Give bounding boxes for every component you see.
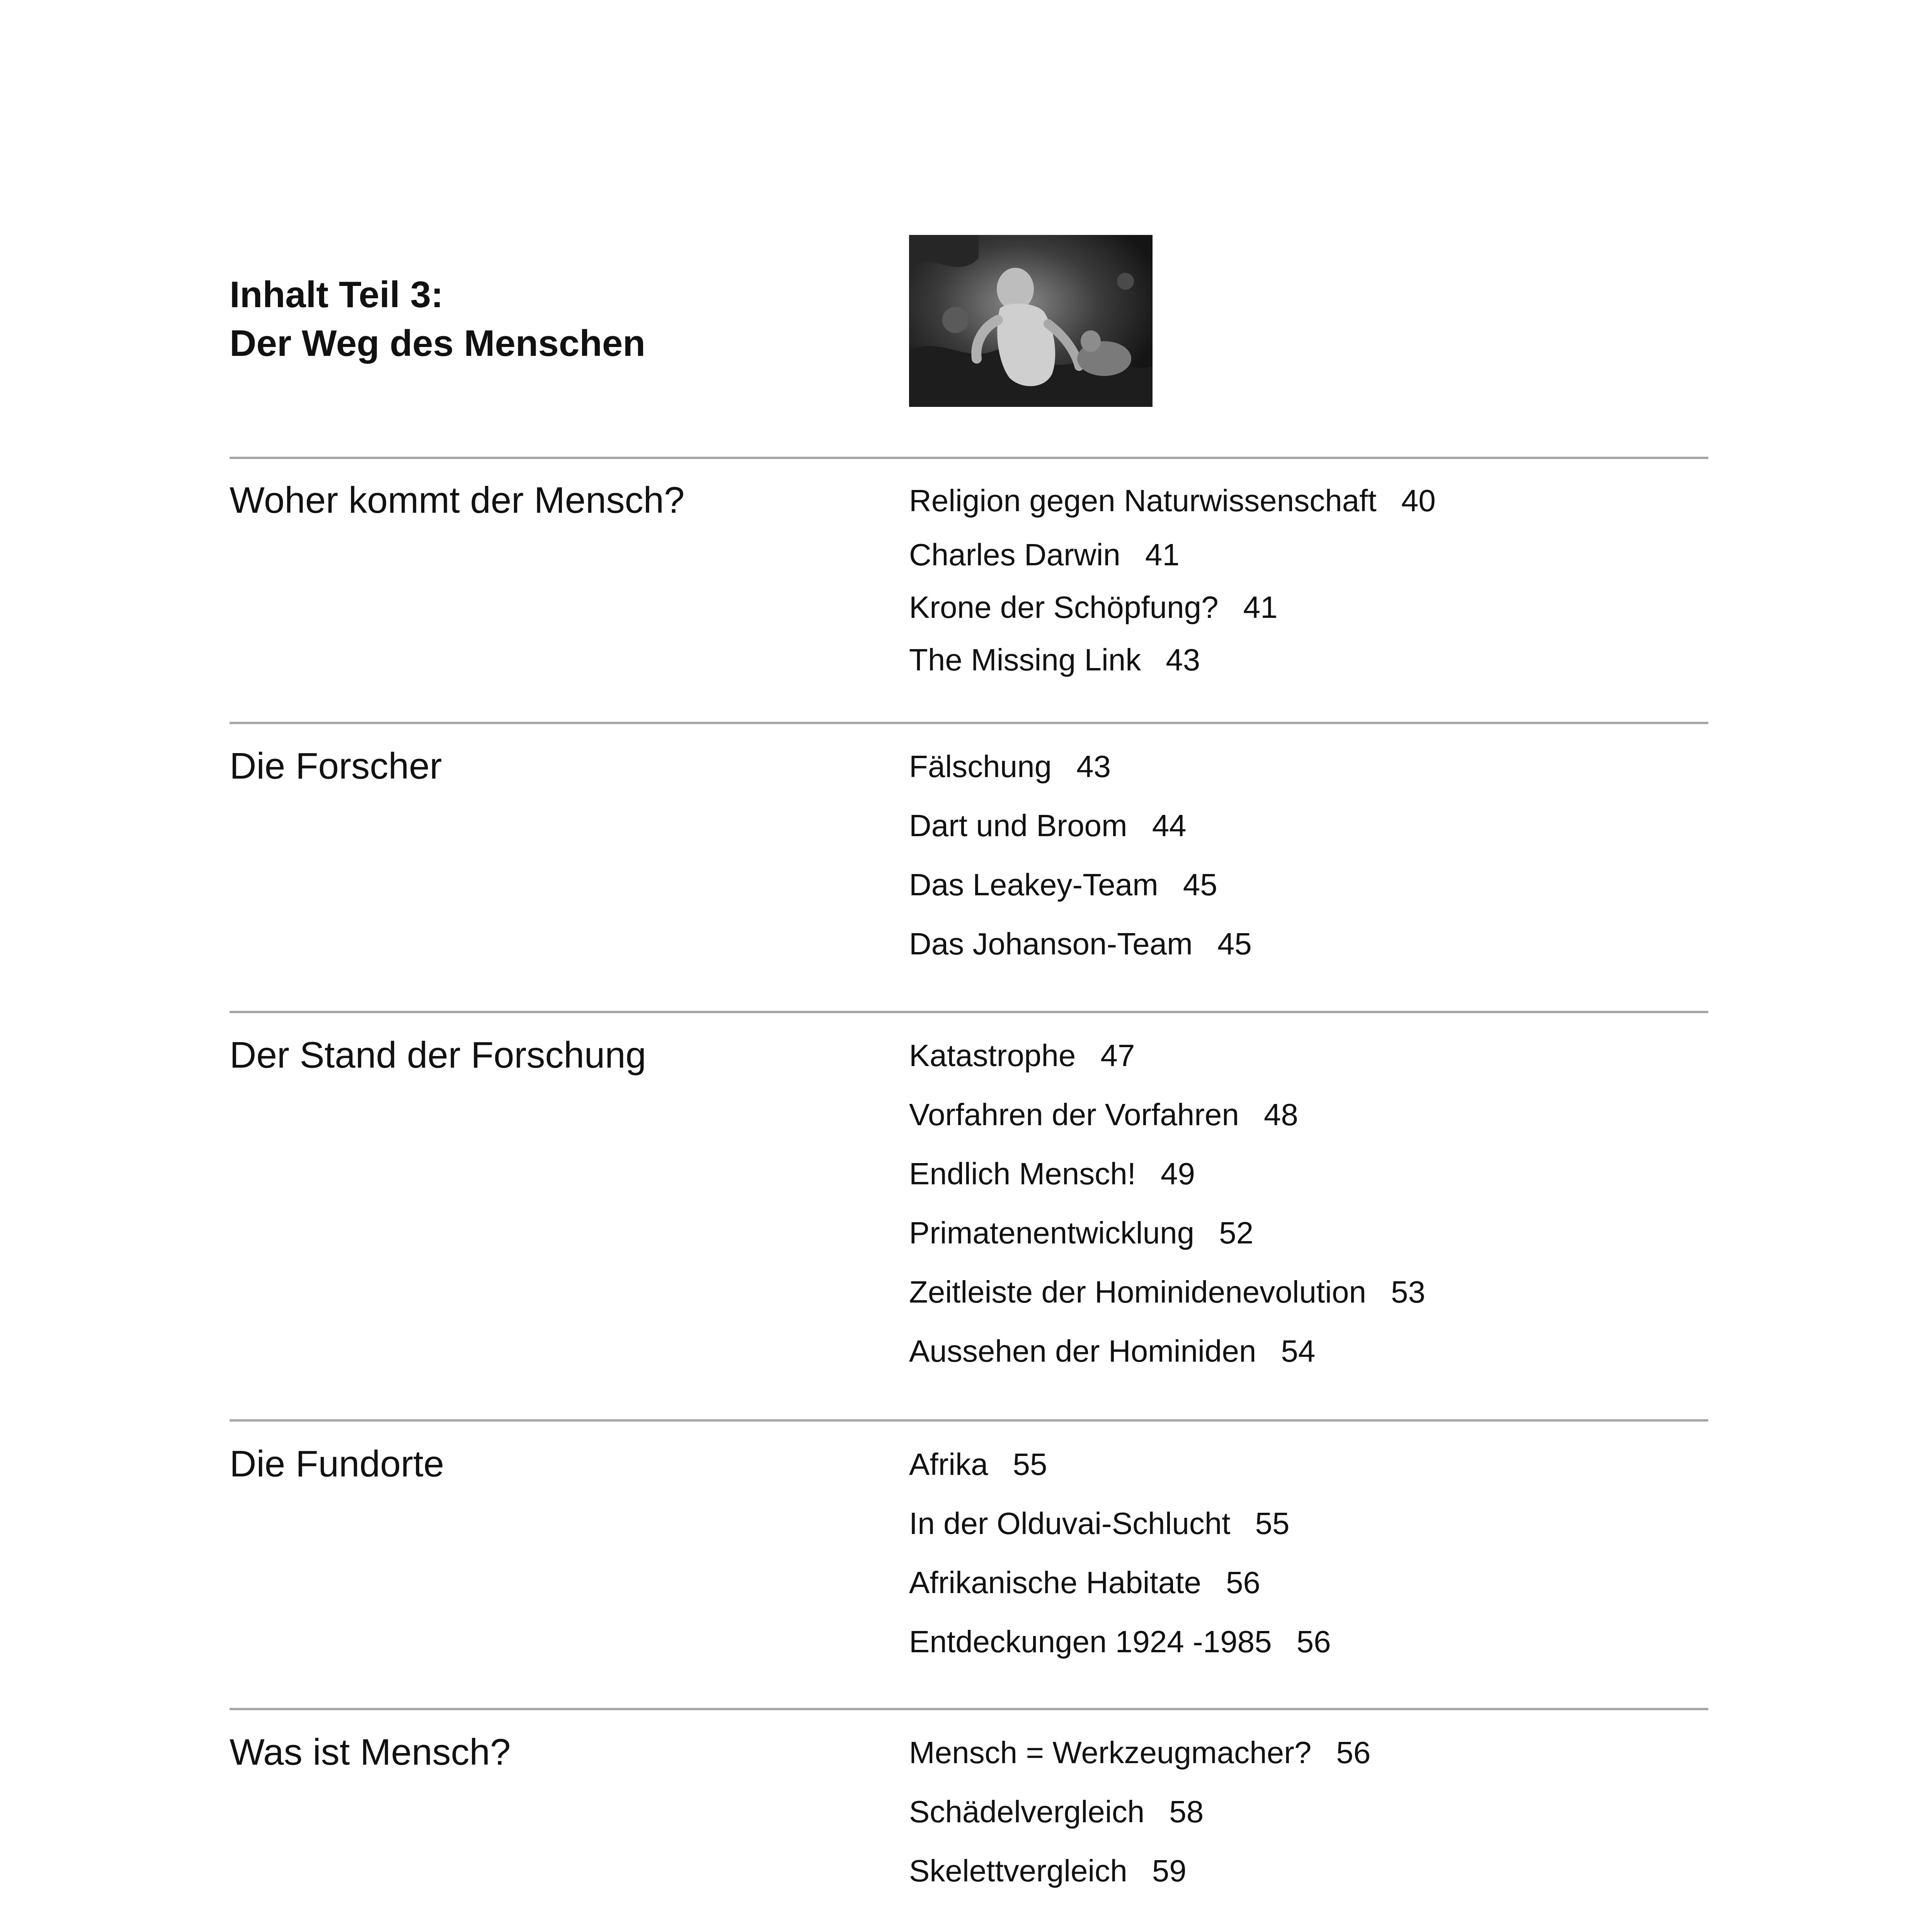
entry-page-number: 53 [1391, 1275, 1425, 1309]
entry-label: Schädelvergleich [909, 1794, 1145, 1829]
page-title-line-2: Der Weg des Menschen [230, 323, 645, 364]
toc-entry[interactable] [909, 1564, 1331, 1623]
entry-list [909, 1734, 1371, 1889]
entry-label: In der Olduvai-Schlucht [909, 1506, 1231, 1541]
toc-entry[interactable] [909, 925, 1252, 963]
toc-entry[interactable] [909, 536, 1436, 589]
entry-label: Krone der Schöpfung? [909, 590, 1219, 624]
entry-list [909, 1037, 1425, 1370]
entry-label: Religion gegen Naturwissenschaft [909, 483, 1377, 518]
toc-entry[interactable] [909, 482, 1436, 536]
entry-page-number: 41 [1145, 537, 1180, 572]
entry-label: Aussehen der Hominiden [909, 1334, 1256, 1368]
section-title: Woher kommt der Mensch? [230, 480, 685, 521]
entry-page-number: 56 [1226, 1565, 1260, 1600]
hominid-photo [909, 235, 1153, 407]
section-divider [230, 1011, 1708, 1013]
toc-entry[interactable] [909, 1096, 1425, 1155]
entry-label: Mensch = Werkzeugmacher? [909, 1735, 1312, 1770]
entry-page-number: 40 [1401, 483, 1436, 518]
section-divider [230, 457, 1708, 459]
section-divider [230, 722, 1708, 724]
entry-label: The Missing Link [909, 643, 1141, 677]
entry-page-number: 55 [1013, 1447, 1047, 1481]
entry-page-number: 54 [1281, 1334, 1316, 1368]
entry-label: Afrika [909, 1447, 988, 1481]
entry-page-number: 56 [1296, 1624, 1331, 1659]
toc-entry[interactable] [909, 589, 1436, 641]
entry-label: Das Johanson-Team [909, 927, 1193, 961]
entry-label: Primatenentwicklung [909, 1216, 1195, 1250]
entry-list [909, 748, 1252, 963]
toc-entry[interactable] [909, 1155, 1425, 1214]
toc-entry[interactable] [909, 1446, 1331, 1505]
entry-page-number: 56 [1336, 1735, 1371, 1770]
entry-list [909, 1446, 1331, 1660]
entry-label: Das Leakey-Team [909, 867, 1158, 902]
section-title: Die Fundorte [230, 1443, 444, 1485]
entry-label: Afrikanische Habitate [909, 1565, 1201, 1600]
entry-page-number: 43 [1166, 643, 1200, 677]
toc-entry[interactable] [909, 1214, 1425, 1274]
entry-label: Vorfahren der Vorfahren [909, 1097, 1239, 1132]
toc-entry[interactable] [909, 1037, 1425, 1096]
entry-label: Katastrophe [909, 1038, 1076, 1073]
entry-page-number: 52 [1219, 1216, 1254, 1250]
toc-entry[interactable] [909, 1333, 1425, 1370]
entry-label: Dart und Broom [909, 808, 1127, 843]
entry-page-number: 41 [1243, 590, 1278, 624]
toc-entry[interactable] [909, 807, 1252, 866]
toc-entry[interactable] [909, 866, 1252, 925]
section-divider [230, 1708, 1708, 1710]
entry-page-number: 47 [1100, 1038, 1135, 1073]
entry-label: Entdeckungen 1924 -1985 [909, 1624, 1272, 1659]
entry-page-number: 59 [1152, 1854, 1187, 1888]
entry-page-number: 49 [1160, 1156, 1195, 1191]
toc-entry[interactable] [909, 1505, 1331, 1564]
entry-label: Skelettvergleich [909, 1854, 1127, 1888]
toc-entry[interactable] [909, 1274, 1425, 1333]
toc-entry[interactable] [909, 1623, 1331, 1660]
entry-page-number: 48 [1263, 1097, 1298, 1132]
section-title: Was ist Mensch? [230, 1731, 511, 1773]
page-title [230, 270, 645, 368]
entry-label: Charles Darwin [909, 537, 1120, 572]
entry-page-number: 55 [1255, 1506, 1290, 1541]
toc-entry[interactable] [909, 641, 1436, 679]
entry-page-number: 45 [1217, 927, 1252, 961]
entry-page-number: 45 [1183, 867, 1217, 902]
section-divider [230, 1419, 1708, 1422]
entry-page-number: 43 [1076, 749, 1111, 784]
section-title: Die Forscher [230, 745, 442, 787]
entry-label: Zeitleiste der Hominidenevolution [909, 1275, 1366, 1309]
entry-page-number: 58 [1169, 1794, 1204, 1829]
entry-list [909, 482, 1436, 679]
page-title-line-1: Inhalt Teil 3: [230, 274, 443, 315]
toc-entry[interactable] [909, 748, 1252, 807]
section-title: Der Stand der Forschung [230, 1034, 646, 1076]
entry-label: Fälschung [909, 749, 1052, 784]
toc-entry[interactable] [909, 1734, 1371, 1793]
entry-label: Endlich Mensch! [909, 1156, 1136, 1191]
toc-entry[interactable] [909, 1852, 1371, 1889]
toc-entry[interactable] [909, 1793, 1371, 1852]
entry-page-number: 44 [1152, 808, 1187, 843]
